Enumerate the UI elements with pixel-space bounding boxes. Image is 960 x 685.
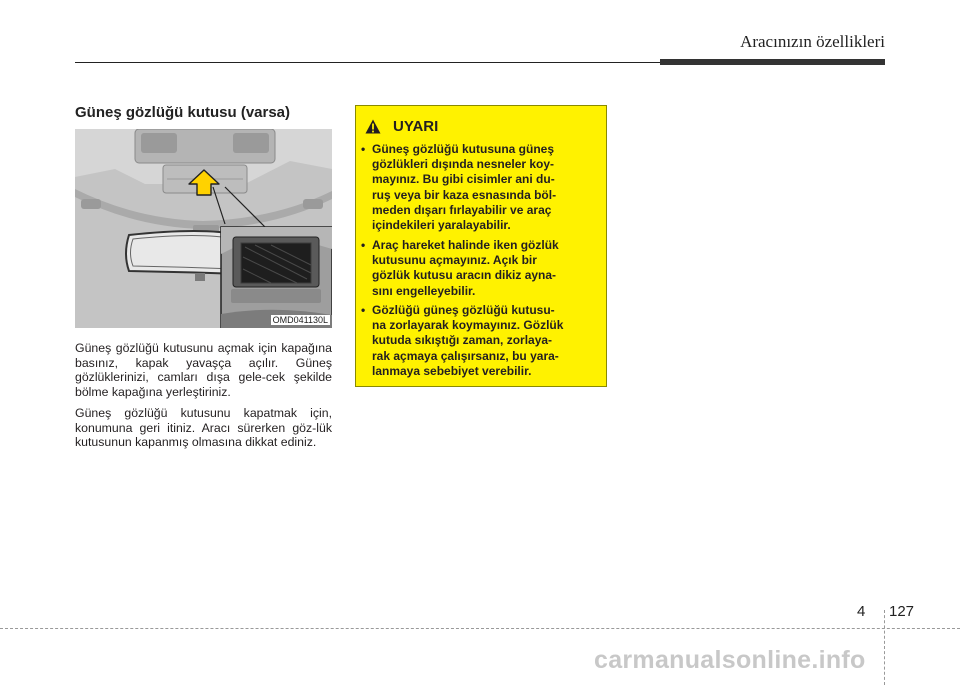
warning-line: gözlük kutusu aracın dikiz ayna- [372,268,557,283]
warning-line: mayınız. Bu gibi cisimler ani du- [372,172,555,187]
warning-line: meden dışarı fırlayabilir ve araç [372,202,552,217]
warning-line: Araç hareket halinde iken gözlük [372,238,559,252]
warning-line: içindekileri yaralayabilir. [372,218,511,233]
chapter-number: 4 [857,603,866,620]
warning-triangle-icon [365,119,381,134]
page-number: 127 [889,603,915,620]
bullet: • [361,142,366,156]
warning-line: kutuda sıkıştığı zaman, zorlaya- [372,333,553,348]
footer-rule [0,628,960,629]
footer-divider [884,610,885,685]
warning-line: ruş veya bir kaza esnasında böl- [372,187,557,202]
warning-line: sını engelleyebilir. [372,283,476,298]
warning-title: UYARI [393,118,439,135]
warning-line: kutusunu açmayınız. Açık bir [372,253,537,268]
header-rule-accent [660,59,885,65]
warning-item [361,238,600,299]
warning-line: Güneş gözlüğü kutusuna güneş [372,142,555,156]
warning-item [361,142,600,233]
body-paragraph: Güneş gözlüğü kutusunu kapatmak için, konumuna geri itiniz. Aracı sürerken göz-lük kutusunun kapanmış olmasına dikkat ediniz. [75,406,332,450]
warning-line: gözlükleri dışında nesneler koy- [372,157,555,172]
warning-line: na zorlayarak koymayınız. Gözlük [372,318,564,333]
sunglass-holder-illustration [75,129,332,328]
body-paragraph: Güneş gözlüğü kutusunu açmak için kapağına basınız, kapak yavaşça açılır. Güneş gözlüklerinizi, camları dışa gele-cek şekilde bölme kapağına yerleştiriniz. [75,341,332,399]
warning-line: rak açmaya çalışırsanız, bu yara- [372,348,559,363]
warning-line: lanmaya sebebiyet verebilir. [372,363,532,378]
header-rule [75,62,665,63]
warning-item [361,303,600,379]
figure-code-label: OMD041130L [272,315,328,325]
warning-box [355,105,607,387]
running-header-title: Aracınızın özellikleri [740,32,885,51]
sunglass-holder-figure [75,129,332,328]
bullet: • [361,238,366,252]
warning-line: Gözlüğü güneş gözlüğü kutusu- [372,303,555,317]
bullet: • [361,303,366,317]
watermark: carmanualsonline.info [594,646,866,674]
section-heading: Güneş gözlüğü kutusu (varsa) [75,104,291,121]
